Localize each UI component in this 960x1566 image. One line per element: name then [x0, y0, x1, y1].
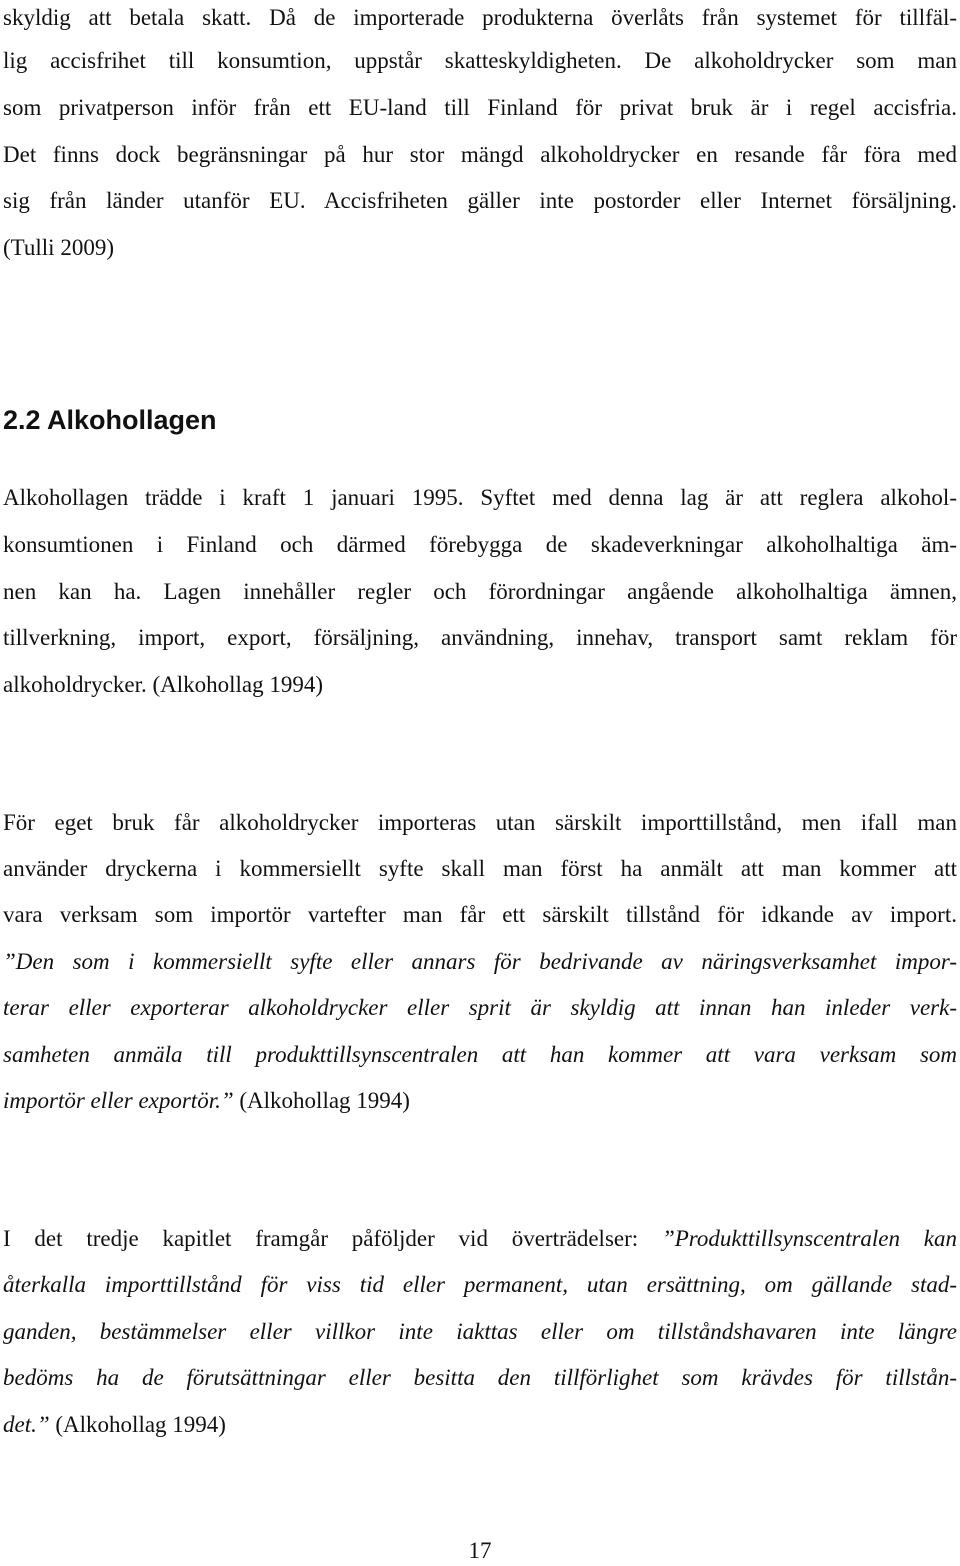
quote-line: återkalla importtillstånd för viss tid eller permanent, utan ersättning, om gällande stad- — [3, 1272, 957, 1297]
quote-text: ”Produkttillsynscentralen kan — [661, 1226, 958, 1251]
text-line: som privatperson inför från ett EU-land till Finland för privat bruk är i regel accisfria. — [3, 95, 957, 120]
paragraph-intro: I det tredje kapitlet framgår påföljder vid överträdelser: — [3, 1226, 639, 1251]
page-number: 17 — [468, 1538, 492, 1563]
quote-end-line — [3, 1410, 226, 1440]
text-line: konsumtionen i Finland och därmed förebygga de skadeverkningar alkoholhaltiga äm- — [3, 532, 957, 557]
quote-line: samheten anmäla till produkttillsynscentralen att han kommer att vara verksam som — [3, 1042, 957, 1067]
text-line: alkoholdrycker. (Alkohollag 1994) — [3, 672, 324, 697]
section-heading: 2.2 Alkohollagen — [3, 405, 217, 435]
quote-text: importör eller exportör.” — [3, 1088, 234, 1113]
text-line: sig från länder utanför EU. Accisfriheten gäller inte postorder eller Internet försäljning. — [3, 188, 957, 213]
quote-line: ”Den som i kommersiellt syfte eller annars för bedrivande av näringsverksamhet impor- — [3, 949, 957, 974]
quote-text: det.” — [3, 1412, 50, 1437]
text-line: nen kan ha. Lagen innehåller regler och förordningar angående alkoholhaltiga ämnen, — [3, 579, 957, 604]
text-line: För eget bruk får alkoholdrycker importeras utan särskilt importtillstånd, men ifall man — [3, 810, 957, 835]
text-line — [3, 1224, 957, 1254]
quote-line: bedöms ha de förutsättningar eller besitta den tillförlighet som krävdes för tillstån- — [3, 1365, 957, 1390]
text-line: (Tulli 2009) — [3, 235, 114, 260]
text-line: använder dryckerna i kommersiellt syfte skall man först ha anmält att man kommer att — [3, 856, 957, 881]
text-line: Det finns dock begränsningar på hur stor mängd alkoholdrycker en resande får föra med — [3, 142, 957, 167]
citation: (Alkohollag 1994) — [55, 1412, 226, 1437]
text-line: lig accisfrihet till konsumtion, uppstår skatteskyldigheten. De alkoholdrycker som man — [3, 48, 957, 73]
text-line: Alkohollagen trädde i kraft 1 januari 1995. Syftet med denna lag är att reglera alkohol- — [3, 485, 957, 510]
text-line: skyldig att betala skatt. Då de importerade produkterna överlåts från systemet för tillfäl- — [3, 5, 957, 30]
quote-line: ganden, bestämmelser eller villkor inte iakttas eller om tillståndshavaren inte längre — [3, 1319, 957, 1344]
text-line: vara verksam som importör vartefter man får ett särskilt tillstånd för idkande av import. — [3, 902, 957, 927]
citation: (Alkohollag 1994) — [239, 1088, 410, 1113]
quote-line: terar eller exporterar alkoholdrycker eller sprit är skyldig att innan han inleder verk- — [3, 995, 957, 1020]
quote-end-line — [3, 1086, 410, 1116]
text-line: tillverkning, import, export, försäljning, användning, innehav, transport samt reklam för — [3, 625, 957, 650]
